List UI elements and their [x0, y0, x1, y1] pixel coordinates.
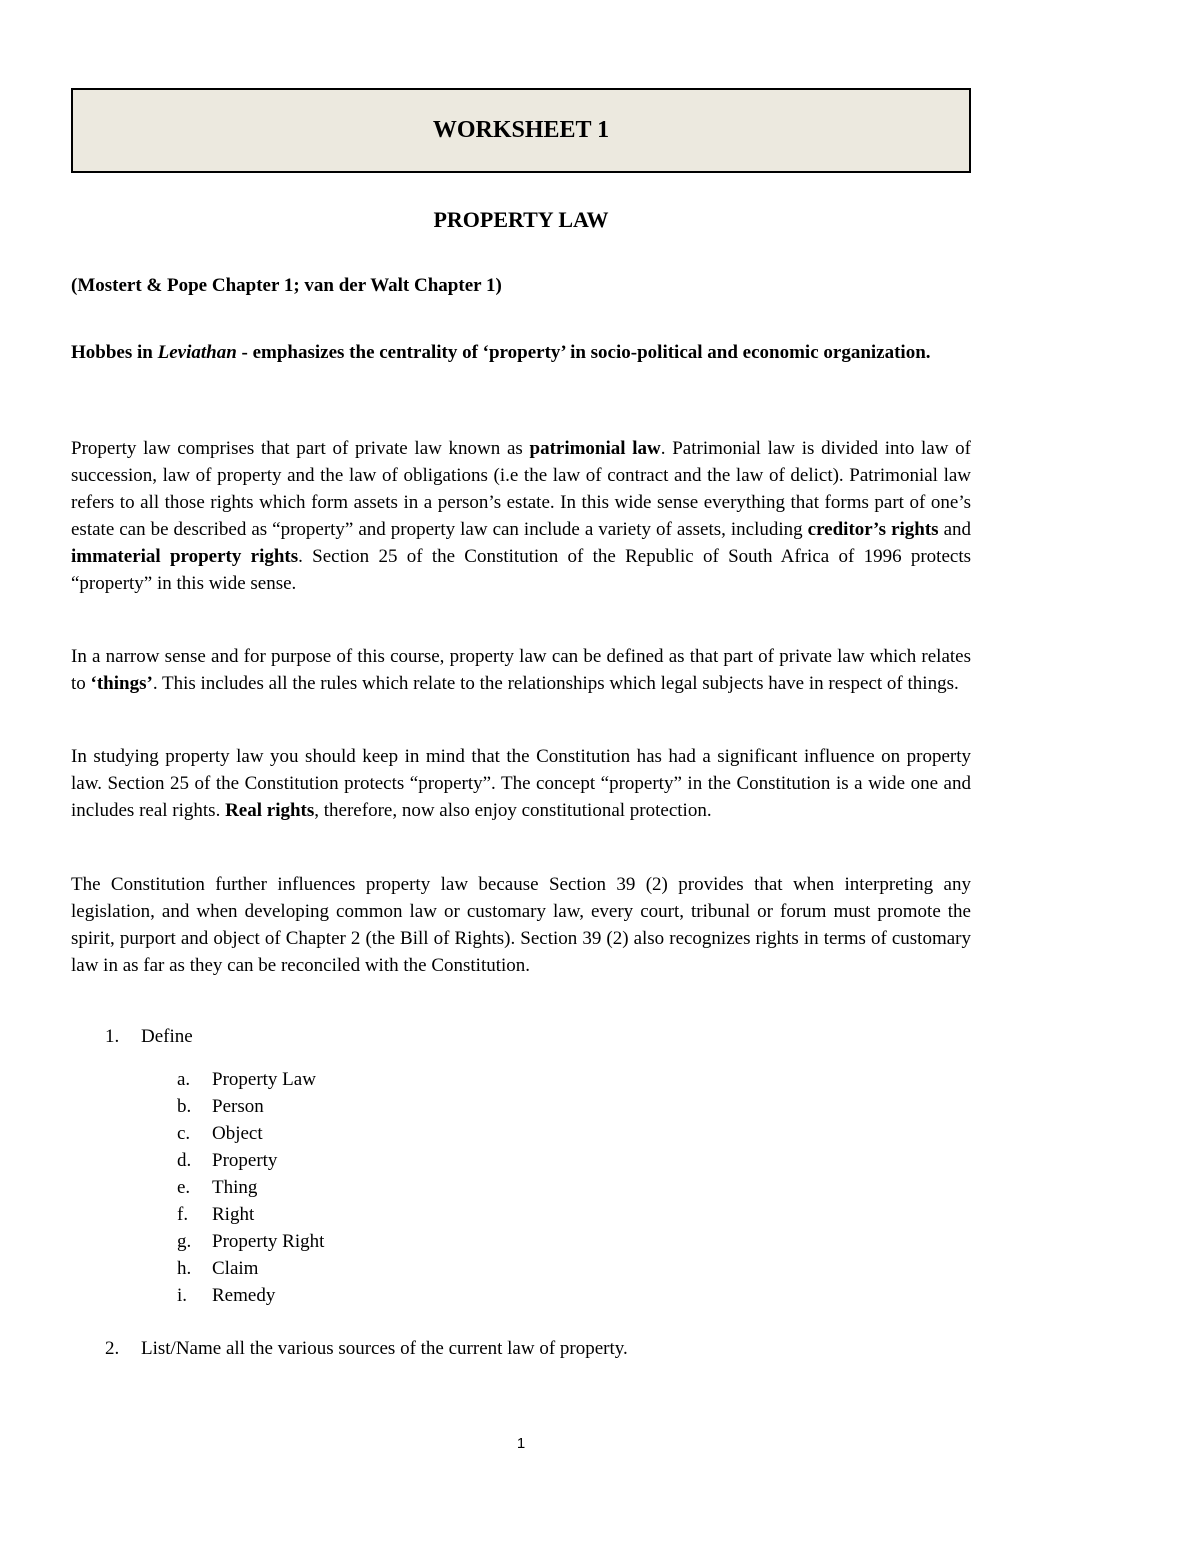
list-item — [177, 1228, 324, 1255]
list-item — [177, 1201, 324, 1228]
list-item-letter: a. — [177, 1069, 191, 1090]
list-item — [177, 1147, 324, 1174]
list-item-text: Right — [212, 1204, 255, 1225]
list-item-letter: i. — [177, 1285, 188, 1306]
list-item-text: Person — [212, 1096, 264, 1117]
question-2-text: List/Name all the various sources of the current law of property. — [141, 1338, 628, 1359]
list-item-text: Claim — [212, 1258, 259, 1279]
list-item — [177, 1282, 324, 1309]
paragraph-section-39: The Constitution further influences property law because Section 39 (2) provides that when interpreting any legislation, and when developing common law or customary law, every court, tribunal or forum must promote the spirit, purport and object of Chapter 2 (the Bill of Rights). Section 39 (2) also recognizes rights in terms of customary law in as far as they can be reconciled with the Constitution. — [71, 874, 971, 976]
list-item — [177, 1174, 324, 1201]
page-number: 1 — [516, 1435, 526, 1452]
list-item-letter: b. — [177, 1096, 192, 1117]
p1-text-c: . Patrimonial law is divided into law of succession, law of property and the law of obligations (i.e the law of contract and the law of delict). Patrimonial law refers to all those rights which form assets in a person’s estate. In this wide sense everything that forms part of one’s estate can be described as “property” and property law can include a variety of assets, including — [71, 438, 971, 540]
define-terms-list — [177, 1066, 324, 1309]
p3-text-c: , therefore, now also enjoy constitutional protection. — [314, 800, 712, 821]
list-item-text: Property Right — [212, 1231, 325, 1252]
p3-text-a: In studying property law you should keep in mind that the Constitution has had a significant influence on property law. Section 25 of the Constitution protects “property”. The concept “property” in the Constitution is a wide one and includes real rights. — [71, 746, 971, 821]
list-item-letter: g. — [177, 1231, 192, 1252]
hobbes-rest: - emphasizes the centrality of ‘property’ in socio-political and economic organization. — [236, 342, 931, 363]
question-2 — [105, 1338, 628, 1360]
worksheet-title: WORKSHEET 1 — [432, 117, 610, 143]
question-2-number: 2. — [105, 1338, 120, 1359]
list-item-text: Thing — [212, 1177, 258, 1198]
hobbes-book-title: Leviathan — [157, 342, 237, 363]
list-item-text: Object — [212, 1123, 263, 1144]
term-things: ‘things’ — [90, 673, 153, 694]
p2-text-a: In a narrow sense and for purpose of this course, property law can be defined as that part of private law which relates to — [71, 646, 971, 694]
question-1-text: Define — [141, 1026, 193, 1047]
p1-text-d: and — [938, 519, 972, 540]
question-1-number: 1. — [105, 1026, 120, 1047]
list-item-letter: c. — [177, 1123, 191, 1144]
question-1 — [105, 1026, 193, 1048]
term-patrimonial-law: patrimonial law — [529, 438, 661, 459]
list-item-letter: d. — [177, 1150, 192, 1171]
term-real-rights: Real rights — [225, 800, 315, 821]
chapter-references: (Mostert & Pope Chapter 1; van der Walt Chapter 1) — [71, 275, 502, 296]
list-item-letter: e. — [177, 1177, 191, 1198]
list-item — [177, 1066, 324, 1093]
hobbes-statement — [71, 333, 971, 373]
paragraph-patrimonial-law — [71, 435, 971, 597]
worksheet-title-box — [71, 88, 971, 173]
list-item-letter: f. — [177, 1204, 189, 1225]
p2-text-c: . This includes all the rules which relate to the relationships which legal subjects have in respect of things. — [152, 673, 959, 694]
list-item-text: Remedy — [212, 1285, 276, 1306]
list-item-letter: h. — [177, 1258, 192, 1279]
list-item — [177, 1120, 324, 1147]
list-item — [177, 1255, 324, 1282]
p1-text-a: Property law comprises that part of private law known as — [71, 438, 530, 459]
list-item-text: Property Law — [212, 1069, 316, 1090]
hobbes-name: Hobbes in — [71, 342, 158, 363]
paragraph-constitution-influence — [71, 743, 971, 824]
paragraph-narrow-sense — [71, 643, 971, 697]
document-subtitle: PROPERTY LAW — [433, 207, 609, 232]
term-immaterial-property-rights: immaterial property rights — [71, 546, 299, 567]
list-item-text: Property — [212, 1150, 278, 1171]
term-creditors-rights: creditor’s rights — [807, 519, 939, 540]
p1-text-e: . Section 25 of the Constitution of the Republic of South Africa of 1996 protects “property” in this wide sense. — [71, 546, 971, 594]
list-item — [177, 1093, 324, 1120]
